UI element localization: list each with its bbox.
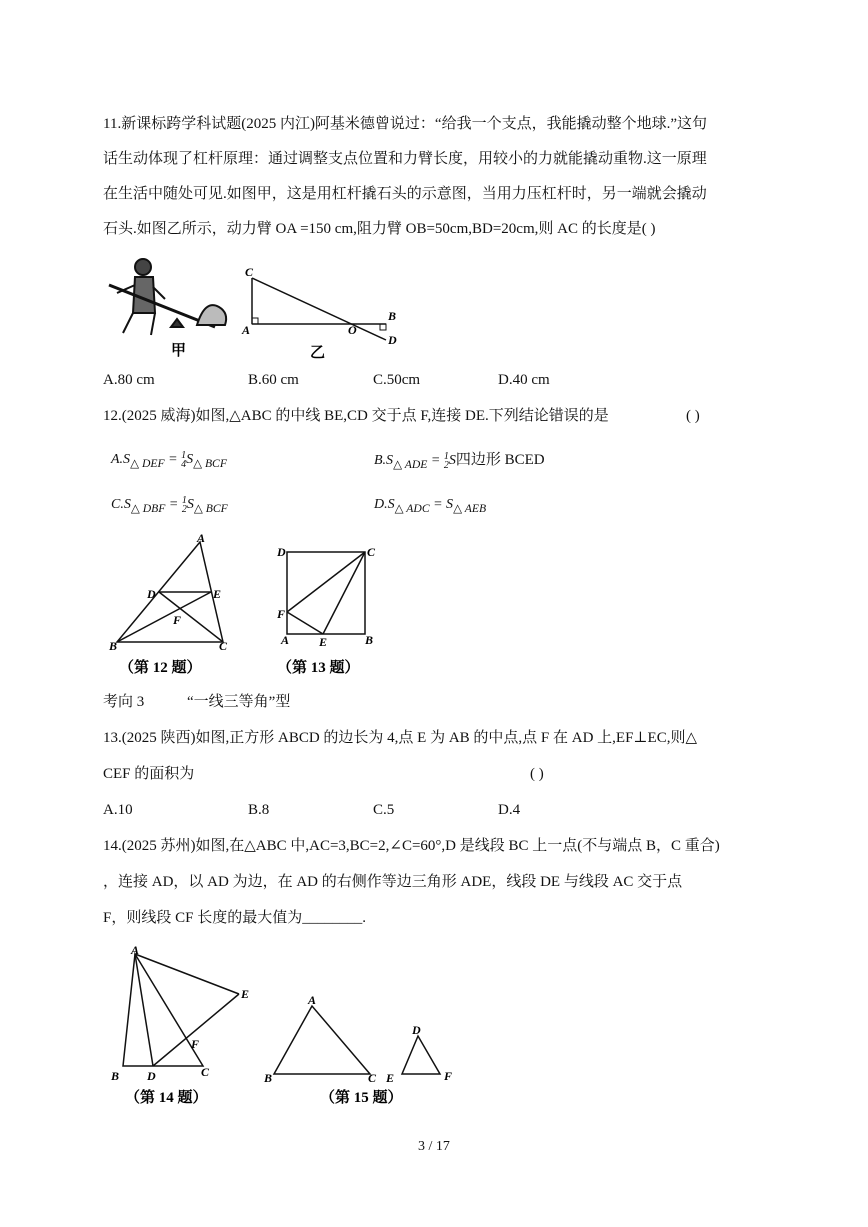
label-A: A <box>197 531 206 545</box>
rock <box>197 305 226 325</box>
label-A: A <box>308 993 317 1007</box>
label-B: B <box>365 633 374 647</box>
q11-line-4: 石头.如图乙所示，动力臂 OA =150 cm,阻力臂 OB=50cm,BD=20cm,则 AC 的长度是( ) <box>103 221 656 237</box>
figure-15-caption: （第 15 题） <box>320 1090 403 1106</box>
label-C: C <box>201 1065 210 1079</box>
label-A: A <box>242 323 251 337</box>
fulcrum <box>171 319 183 327</box>
label-E: E <box>319 635 328 649</box>
q11-option-d: D.40 cm <box>498 372 550 388</box>
q11-option-a: A.80 cm <box>103 372 155 388</box>
q12-option-a: $A.S_{\triangle DEF} = 1$ $4S_{\triangle BCF}$ <box>111 449 227 470</box>
q14-line-2: ，连接 AD，以 AD 为边，在 AD 的右侧作等边三角形 ADE，线段 DE 与线段 AC 交于点 <box>103 874 683 890</box>
q12-option-b: $B.S_{\triangle ADE} = 1$ 2S四边形 BCED <box>374 450 545 471</box>
q13-line-1: 13.(2025 陕西)如图,正方形 ABCD 的边长为 4,点 E 为 AB 的中点,点 F 在 AD 上,EF⊥EC,则△ <box>103 730 697 746</box>
label-C: C <box>219 639 228 653</box>
q11-line-2: 话生动体现了杠杆原理：通过调整支点位置和力臂长度，用较小的力就能撬动重物.这一原理 <box>103 151 707 167</box>
label-A: A <box>281 633 290 647</box>
section-title: “一线三等角”型 <box>187 694 291 710</box>
label-F: F <box>444 1069 453 1083</box>
label-O: O <box>348 323 357 337</box>
label-B: B <box>109 639 118 653</box>
figure-13-caption: （第 13 题） <box>277 660 360 676</box>
q11-option-c: C.50cm <box>373 372 421 388</box>
q14-line-1: 14.(2025 苏州)如图,在△ABC 中,AC=3,BC=2,∠C=60°,D 是线段 BC 上一点(不与端点 B，C 重合) <box>103 838 720 854</box>
person-head <box>135 259 151 275</box>
q13-option-c: C.5 <box>373 802 395 818</box>
q13-line-2: CEF 的面积为 <box>103 766 195 782</box>
q11-line-3: 在生活中随处可见.如图甲，这是用杠杆撬石头的示意图，当用力压杠杆时，另一端就会撬动 <box>103 186 707 202</box>
label-F: F <box>173 613 182 627</box>
label-E: E <box>213 587 222 601</box>
q13-option-b: B.8 <box>248 802 270 818</box>
q12-option-d: $D.S_{\triangle ADC} = S_{\triangle AEB}$ <box>374 497 487 515</box>
label-C: C <box>368 1071 377 1085</box>
figure-13-square <box>275 540 400 678</box>
figure-jia-lever-illustration <box>105 255 235 365</box>
figure-yi-caption: 乙 <box>310 345 326 361</box>
q14-line-3: F，则线段 CF 长度的最大值为________. <box>103 910 366 926</box>
label-C: C <box>245 265 254 279</box>
label-E: E <box>386 1071 395 1085</box>
label-A: A <box>131 943 140 957</box>
q13-option-d: D.4 <box>498 802 521 818</box>
section-label: 考向 3 <box>103 694 145 710</box>
q12-option-c: $C.S_{\triangle DBF} = 1$ $2S_{\triangle BCF}$ <box>111 494 228 515</box>
label-E: E <box>241 987 250 1001</box>
label-D: D <box>412 1023 421 1037</box>
label-F: F <box>191 1037 200 1051</box>
person-legs <box>123 313 155 335</box>
figure-12-triangle <box>105 530 245 678</box>
label-B: B <box>388 309 397 323</box>
label-D: D <box>277 545 286 559</box>
q12-stem: 12.(2025 威海)如图,△ABC 的中线 BE,CD 交于点 F,连接 DE.下列结论错误的是 <box>103 408 609 424</box>
figure-14-caption: （第 14 题） <box>125 1090 208 1106</box>
q11-line-1: 11.新课标跨学科试题(2025 内江)阿基米德曾说过：“给我一个支点，我能撬动整个地球.”这句 <box>103 116 708 132</box>
figure-jia-caption: 甲 <box>171 343 187 359</box>
figure-15-triangles <box>262 990 462 1112</box>
label-D: D <box>388 333 397 347</box>
figure-yi-lever-diagram <box>238 262 408 362</box>
figure-12-caption: （第 12 题） <box>119 660 202 676</box>
label-F: F <box>277 607 286 621</box>
label-D: D <box>147 1069 156 1083</box>
q12-answer-paren: ( ) <box>686 408 700 424</box>
label-D: D <box>147 587 156 601</box>
q13-option-a: A.10 <box>103 802 133 818</box>
q13-answer-paren: ( ) <box>530 766 544 782</box>
q11-option-b: B.60 cm <box>248 372 299 388</box>
page-number: 3 / 17 <box>418 1139 450 1154</box>
label-B: B <box>264 1071 273 1085</box>
figure-14-triangles <box>105 940 260 1112</box>
label-B: B <box>111 1069 120 1083</box>
label-C: C <box>367 545 376 559</box>
